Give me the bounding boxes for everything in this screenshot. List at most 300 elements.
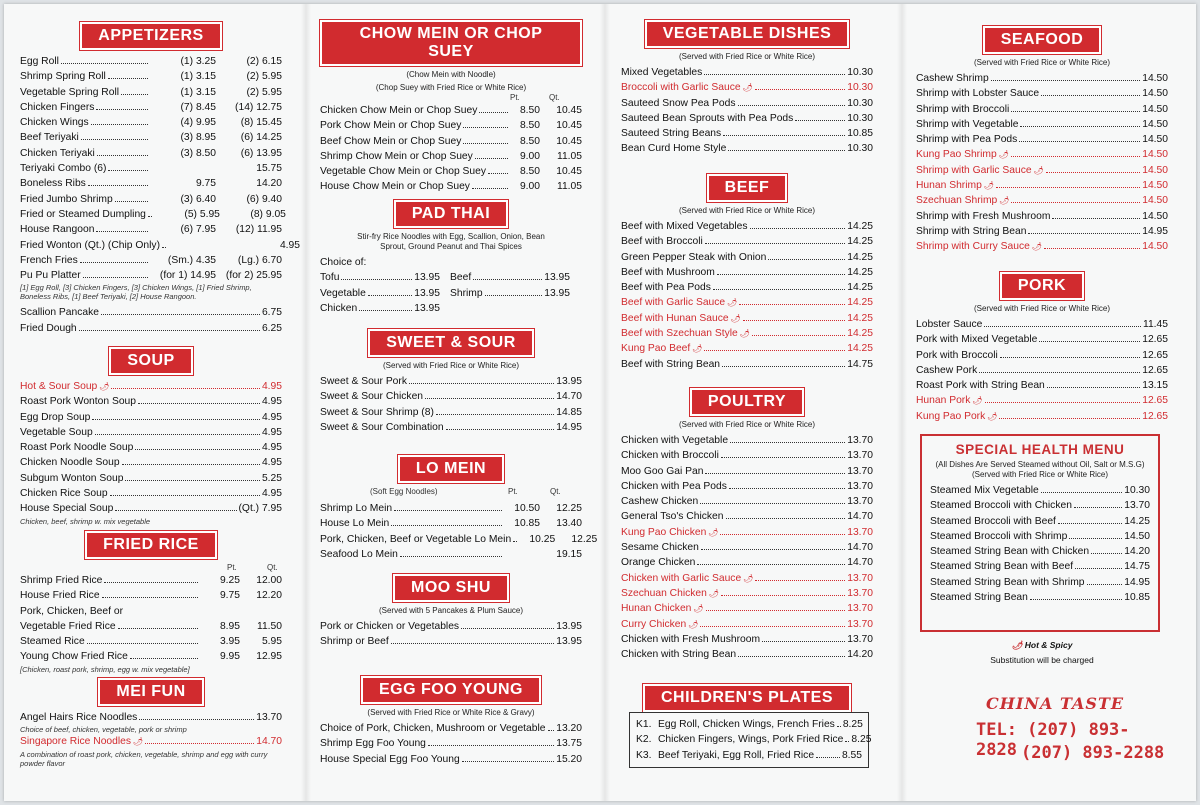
dot-leader xyxy=(391,634,555,644)
section-title: LO MEIN xyxy=(398,455,504,483)
section-beef xyxy=(621,174,873,372)
pepper-icon: 🌶︎ xyxy=(1033,165,1044,175)
menu-item xyxy=(916,317,1168,332)
pt-label: Pt. xyxy=(508,487,518,496)
dot-leader xyxy=(721,448,845,458)
item-price-1: (for 1) 14.95 xyxy=(159,270,216,282)
item-name: Shrimp Spring Roll xyxy=(20,71,106,83)
dot-leader xyxy=(135,440,260,450)
item-name: Beef with Pea Pods xyxy=(621,282,711,294)
item-name: Kung Pao Shrimp xyxy=(916,149,997,161)
item-name: Chicken Chow Mein or Chop Suey xyxy=(320,105,478,116)
menu-item xyxy=(20,130,282,145)
beef-list xyxy=(621,219,873,372)
menu-item xyxy=(916,193,1168,208)
dot-leader xyxy=(409,374,554,384)
dot-leader xyxy=(837,717,841,727)
menu-item xyxy=(916,147,1168,162)
menu-item xyxy=(621,126,873,141)
dot-leader xyxy=(97,146,148,156)
item-name: Shrimp Chow Mein or Chop Suey xyxy=(320,150,473,162)
pepper-icon: 🌶︎ xyxy=(739,329,750,339)
dot-leader xyxy=(697,555,845,565)
menu-item xyxy=(916,163,1168,178)
fried-rice-list xyxy=(20,573,282,665)
item-name: Beef with Garlic Sauce xyxy=(621,297,726,309)
dot-leader xyxy=(1047,378,1140,388)
legend-hot-label: Hot & Spicy xyxy=(1024,640,1073,650)
brand-name: CHINA TASTE xyxy=(986,694,1125,713)
item-price-1: 10.50 xyxy=(514,503,540,514)
menu-item xyxy=(621,448,873,463)
dot-leader xyxy=(96,100,148,110)
menu-item xyxy=(621,341,873,356)
item-name: Sesame Chicken xyxy=(621,542,699,554)
menu-item xyxy=(20,573,282,588)
item-name: Scallion Pancake xyxy=(20,307,99,319)
menu-item xyxy=(20,321,282,336)
menu-item xyxy=(20,192,282,207)
dot-leader xyxy=(108,161,148,171)
item-price-2: 19.15 xyxy=(556,548,582,560)
item-price: 13.70 xyxy=(847,603,873,615)
item-name: Shrimp with String Bean xyxy=(916,225,1027,237)
dot-leader xyxy=(138,394,260,404)
item-price-2: 11.50 xyxy=(256,620,282,632)
item-price: 10.30 xyxy=(847,82,873,94)
menu-item xyxy=(621,540,873,555)
item-name: Beef with Broccoli xyxy=(621,236,703,248)
dot-leader xyxy=(738,647,845,657)
item-price: 4.95 xyxy=(261,426,282,438)
poultry-list xyxy=(621,433,873,662)
item-name: Egg Roll xyxy=(20,56,59,67)
item-price: 14.25 xyxy=(1124,515,1150,527)
dot-leader xyxy=(479,103,508,113)
section-subtitle: (Served with Fried Rice or White Rice) xyxy=(678,420,816,429)
menu-item xyxy=(916,71,1168,86)
item-name: Beef with String Bean xyxy=(621,358,721,370)
menu-item xyxy=(621,280,873,295)
item-name: Beef xyxy=(450,272,472,284)
item-price: 10.85 xyxy=(1124,592,1150,604)
dot-leader xyxy=(548,721,555,731)
menu-item xyxy=(20,379,282,394)
item-name: Mixed Vegetables xyxy=(621,67,703,78)
section-title: VEGETABLE DISHES xyxy=(645,20,850,48)
item-price: 14.20 xyxy=(847,649,873,661)
item-price: 14.95 xyxy=(1142,225,1168,237)
item-name: Shrimp with Fresh Mushroom xyxy=(916,210,1051,222)
menu-item xyxy=(20,486,282,501)
item-name: Curry Chicken xyxy=(621,618,687,630)
item-price-2: 10.45 xyxy=(556,135,582,147)
item-price-2: (for 2) 25.95 xyxy=(225,270,282,282)
qt-label: Qt. xyxy=(549,93,560,102)
item-price-1: (6) 7.95 xyxy=(180,224,216,236)
item-price-1: 8.95 xyxy=(219,620,240,632)
dot-leader xyxy=(1011,102,1140,112)
phone-1: TEL: (207) 893-2828 xyxy=(976,720,1130,760)
pepper-icon: 🌶︎ xyxy=(133,737,144,747)
section-title: PORK xyxy=(1000,272,1084,300)
item-price: 12.65 xyxy=(1142,364,1168,376)
dot-leader xyxy=(428,736,554,746)
item-name: Shrimp or Beef xyxy=(320,636,389,648)
menu-item xyxy=(621,295,873,310)
item-name: Sauteed String Beans xyxy=(621,128,722,140)
menu-item xyxy=(20,634,282,649)
item-price-2: 12.25 xyxy=(556,503,582,514)
menu-item xyxy=(20,471,282,486)
item-name: Chicken Fingers, Wings, Pork Fried Rice xyxy=(658,734,844,746)
dot-leader xyxy=(88,176,148,186)
item-price: 10.30 xyxy=(847,67,873,78)
item-price-1: (4) 9.95 xyxy=(180,117,216,129)
menu-item xyxy=(916,224,1168,239)
item-name: Beef Chow Mein or Chop Suey xyxy=(320,135,462,147)
item-price: 6.25 xyxy=(261,322,282,334)
dot-leader xyxy=(762,632,845,642)
menu-item xyxy=(916,209,1168,224)
dot-leader xyxy=(400,547,502,557)
fried-rice-note: [Chicken, roast pork, shrimp, egg w. mix vegetable] xyxy=(20,664,190,674)
vegetable-list xyxy=(621,65,873,157)
section-subtitle: (Chow Mein with Noodle) xyxy=(406,70,496,79)
item-price-2: (12) 11.95 xyxy=(235,224,282,236)
pepper-icon: 🌶︎ xyxy=(1011,640,1023,650)
menu-item xyxy=(916,117,1168,132)
item-name: Chicken with String Bean xyxy=(621,649,737,661)
item-price: 14.95 xyxy=(1124,576,1150,588)
menu-item xyxy=(320,420,582,435)
item-name: Shrimp with Curry Sauce xyxy=(916,241,1030,253)
item-price: 14.25 xyxy=(847,282,873,294)
dot-leader xyxy=(1046,163,1140,173)
item-name: Beef Teriyaki, Egg Roll, Fried Rice xyxy=(658,749,815,761)
health-menu-box xyxy=(920,434,1160,632)
dot-leader xyxy=(95,425,260,435)
menu-item xyxy=(20,455,282,470)
menu-item xyxy=(621,525,873,540)
menu-item xyxy=(930,514,1150,529)
item-price: 13.70 xyxy=(847,618,873,630)
menu-item xyxy=(20,176,282,191)
chow-mein-list xyxy=(320,103,582,195)
item-name: Steamed String Bean with Beef xyxy=(930,561,1074,573)
dot-leader xyxy=(1039,332,1140,342)
item-price-2: (14) 12.75 xyxy=(235,101,282,113)
seafood-list xyxy=(916,71,1168,255)
dot-leader xyxy=(991,71,1141,81)
fold-line xyxy=(897,4,907,801)
item-price: 14.70 xyxy=(847,557,873,569)
menu-item xyxy=(20,54,282,69)
menu-item xyxy=(621,357,873,372)
dot-leader xyxy=(104,573,198,583)
menu-item xyxy=(20,649,282,664)
item-name: Steamed String Bean with Shrimp xyxy=(930,576,1085,588)
dot-leader xyxy=(706,601,846,611)
item-price-2: 12.20 xyxy=(256,590,282,602)
item-price: 14.50 xyxy=(1124,530,1150,542)
dot-leader xyxy=(462,752,555,762)
pt-label: Pt. xyxy=(227,563,237,572)
dot-leader xyxy=(513,532,517,542)
item-price-2: (2) 5.95 xyxy=(246,86,282,98)
menu-item xyxy=(320,149,582,164)
menu-item xyxy=(20,410,282,425)
dot-leader xyxy=(101,305,260,315)
section-subtitle: (Served with 5 Pancakes & Plum Sauce) xyxy=(378,606,524,615)
item-price-1: (1) 3.25 xyxy=(180,56,216,67)
dot-leader xyxy=(79,321,260,331)
item-name: Steamed Broccoli with Shrimp xyxy=(930,530,1068,542)
item-price-2: (6) 13.95 xyxy=(240,147,282,159)
item-price-2: 12.00 xyxy=(256,575,282,586)
item-name: Cashew Pork xyxy=(916,364,978,376)
item-price: 14.70 xyxy=(556,391,582,403)
item-price-1: 8.50 xyxy=(519,166,540,178)
menu-item xyxy=(916,102,1168,117)
dot-leader xyxy=(461,619,554,629)
menu-item xyxy=(20,619,282,634)
item-name: Roast Pork with String Bean xyxy=(916,380,1045,392)
item-name: House Lo Mein xyxy=(320,518,390,530)
dot-leader xyxy=(61,54,148,64)
item-price-1: 8.50 xyxy=(519,105,540,116)
menu-item xyxy=(320,532,598,547)
menu-item xyxy=(621,601,873,616)
item-name: Sauteed Bean Sprouts with Pea Pods xyxy=(621,112,794,124)
dot-leader xyxy=(705,234,845,244)
dot-leader xyxy=(1011,193,1140,203)
pt-label: Pt. xyxy=(510,93,520,102)
item-price: 14.70 xyxy=(256,736,282,748)
menu-item xyxy=(930,529,1150,544)
pepper-icon: 🌶︎ xyxy=(998,150,1009,160)
menu-item xyxy=(636,717,862,732)
lo-mein-list xyxy=(320,501,598,562)
dot-leader xyxy=(359,301,412,311)
dot-leader xyxy=(743,311,845,321)
item-price: 14.85 xyxy=(556,406,582,418)
substitution-note: Substitution will be charged xyxy=(990,655,1094,665)
item-price-2: 4.95 xyxy=(279,239,300,251)
children-box xyxy=(629,712,872,768)
section-mei-fun xyxy=(20,678,282,768)
item-name: Green Pepper Steak with Onion xyxy=(621,251,767,263)
pork-list xyxy=(916,317,1168,424)
item-price: 4.95 xyxy=(261,457,282,469)
item-name: Chicken with Pea Pods xyxy=(621,480,727,492)
section-seafood xyxy=(916,26,1168,255)
item-price: 13.70 xyxy=(847,526,873,538)
item-price-2: (6) 9.40 xyxy=(246,193,282,205)
section-title: APPETIZERS xyxy=(80,22,221,50)
item-price-2: (Lg.) 6.70 xyxy=(237,254,282,266)
section-fried-rice xyxy=(20,531,282,674)
item-name: General Tso's Chicken xyxy=(621,511,724,523)
menu-item xyxy=(621,326,873,341)
fold-line xyxy=(301,4,311,801)
dot-leader xyxy=(722,357,845,367)
item-price: 14.75 xyxy=(1124,561,1150,573)
item-price-1: 9.95 xyxy=(219,651,240,663)
menu-item xyxy=(320,634,582,649)
item-price: 12.65 xyxy=(1142,410,1168,422)
pepper-icon: 🌶︎ xyxy=(693,604,704,614)
item-price: 14.50 xyxy=(1142,103,1168,115)
dot-leader xyxy=(463,134,508,144)
soup-list xyxy=(20,379,282,517)
item-name: Lobster Sauce xyxy=(916,319,983,330)
item-price: 14.50 xyxy=(1142,164,1168,176)
dot-leader xyxy=(87,634,198,644)
item-code: K2. xyxy=(636,734,652,746)
dot-leader xyxy=(705,464,845,474)
section-subtitle: (Served with Fried Rice or White Rice) xyxy=(971,470,1109,479)
dot-leader xyxy=(720,525,845,535)
menu-item xyxy=(621,617,873,632)
item-price-2: 15.75 xyxy=(256,163,282,175)
item-price-2: (8) 9.05 xyxy=(250,208,286,220)
dot-leader xyxy=(729,479,845,489)
item-price: 14.25 xyxy=(847,266,873,278)
dot-leader xyxy=(738,96,846,106)
menu-item xyxy=(930,498,1150,513)
item-name: Steamed Broccoli with Chicken xyxy=(930,500,1072,512)
item-name: Egg Roll, Chicken Wings, French Fries xyxy=(658,719,835,730)
item-name: Chicken Teriyaki xyxy=(20,147,95,159)
item-note: Choice of beef, chicken, vegetable, pork or shrimp xyxy=(20,725,187,735)
item-price: 14.50 xyxy=(1142,118,1168,130)
item-price-2: 5.95 xyxy=(261,636,282,648)
item-name: Chicken with Broccoli xyxy=(621,450,719,462)
section-sweet-sour xyxy=(320,329,582,435)
item-price-2: (8) 15.45 xyxy=(240,117,282,129)
menu-item xyxy=(916,348,1168,363)
menu-item xyxy=(320,721,582,736)
item-price: 14.50 xyxy=(1142,149,1168,161)
item-name: Singapore Rice Noodles xyxy=(20,736,132,748)
section-moo-shu xyxy=(320,574,582,650)
dot-leader xyxy=(125,471,260,481)
item-price-1: 9.25 xyxy=(219,575,240,586)
menu-item xyxy=(930,483,1150,498)
item-name: Fried Jumbo Shrimp xyxy=(20,193,113,205)
item-price: 13.70 xyxy=(847,435,873,446)
dot-leader xyxy=(704,341,845,351)
item-name: Pork with Broccoli xyxy=(916,349,998,361)
menu-item xyxy=(320,619,582,634)
menu-item xyxy=(320,301,440,316)
menu-item xyxy=(621,464,873,479)
item-price: 13.95 xyxy=(556,636,582,648)
item-name: Hot & Sour Soup xyxy=(20,381,98,392)
item-name: Shrimp xyxy=(450,287,483,299)
dot-leader xyxy=(391,516,502,526)
dot-leader xyxy=(717,265,845,275)
dot-leader xyxy=(341,270,412,280)
item-name: Subgum Wonton Soup xyxy=(20,472,124,484)
dot-leader xyxy=(122,455,260,465)
item-name: Pork Chow Mein or Chop Suey xyxy=(320,120,462,132)
item-name: Pork with Mixed Vegetable xyxy=(916,334,1038,346)
dot-leader xyxy=(83,268,148,278)
dot-leader xyxy=(726,509,846,519)
menu-item xyxy=(621,80,873,95)
menu-item xyxy=(20,425,282,440)
dot-leader xyxy=(996,178,1140,188)
item-name: Beef with Mixed Vegetables xyxy=(621,221,748,232)
item-name: Kung Pao Pork xyxy=(916,410,986,422)
item-name: Vegetable Chow Mein or Chop Suey xyxy=(320,166,486,178)
section-title: MEI FUN xyxy=(98,678,203,706)
dot-leader xyxy=(1041,86,1140,96)
item-price: 5.25 xyxy=(261,472,282,484)
pupu-note: [1] Egg Roll, [3] Chicken Fingers, [3] Chicken Wings, [1] Fried Shrimp, Boneless Ribs, [1] Beef Teriyaki, [2] House Rangoon. xyxy=(20,283,252,302)
item-price: 14.25 xyxy=(847,297,873,309)
item-price-1: 8.50 xyxy=(519,120,540,132)
item-name: Chicken Wings xyxy=(20,117,89,129)
item-price: 13.95 xyxy=(544,287,570,299)
item-price-1: (1) 3.15 xyxy=(180,71,216,83)
dot-leader xyxy=(999,409,1140,419)
item-price: 14.25 xyxy=(847,328,873,340)
item-price: 12.65 xyxy=(1142,334,1168,346)
menu-item xyxy=(20,440,282,455)
menu-item xyxy=(20,710,282,725)
item-price: 4.95 xyxy=(261,411,282,423)
item-price: 14.70 xyxy=(847,511,873,523)
section-title: CHOW MEIN OR CHOP SUEY xyxy=(320,20,582,66)
menu-item xyxy=(636,748,862,763)
dot-leader xyxy=(115,192,148,202)
qt-label: Qt. xyxy=(550,487,561,496)
section-subtitle: (Served with Fried Rice or White Rice) xyxy=(678,206,816,215)
item-price: 14.75 xyxy=(847,358,873,370)
menu-item xyxy=(621,311,873,326)
item-name: House Fried Rice xyxy=(20,590,100,602)
item-name: Szechuan Shrimp xyxy=(916,195,998,207)
item-price: 4.95 xyxy=(261,381,282,392)
item-price: 14.50 xyxy=(1142,73,1168,84)
menu-item xyxy=(621,647,873,662)
section-title: SOUP xyxy=(109,347,192,375)
menu-item xyxy=(20,69,282,84)
item-price-1: 3.95 xyxy=(219,636,240,648)
dot-leader xyxy=(91,115,148,125)
section-subtitle: (Served with Fried Rice or White Rice) xyxy=(678,52,816,61)
dot-leader xyxy=(1091,544,1122,554)
dot-leader xyxy=(795,111,845,121)
menu-item xyxy=(20,115,282,130)
item-name: Shrimp Lo Mein xyxy=(320,503,393,514)
menu-item xyxy=(320,547,582,562)
menu-item xyxy=(621,265,873,280)
dot-leader xyxy=(368,286,412,296)
item-name: House Chow Mein or Chop Suey xyxy=(320,181,470,193)
menu-item xyxy=(916,409,1168,424)
phone-2: (207) 893-2288 xyxy=(1021,743,1165,763)
dot-leader xyxy=(728,141,845,151)
menu-item xyxy=(320,405,582,420)
dot-leader xyxy=(979,363,1140,373)
column-4 xyxy=(916,4,1168,801)
pepper-icon: 🌶︎ xyxy=(743,573,754,583)
menu-item xyxy=(20,238,300,253)
